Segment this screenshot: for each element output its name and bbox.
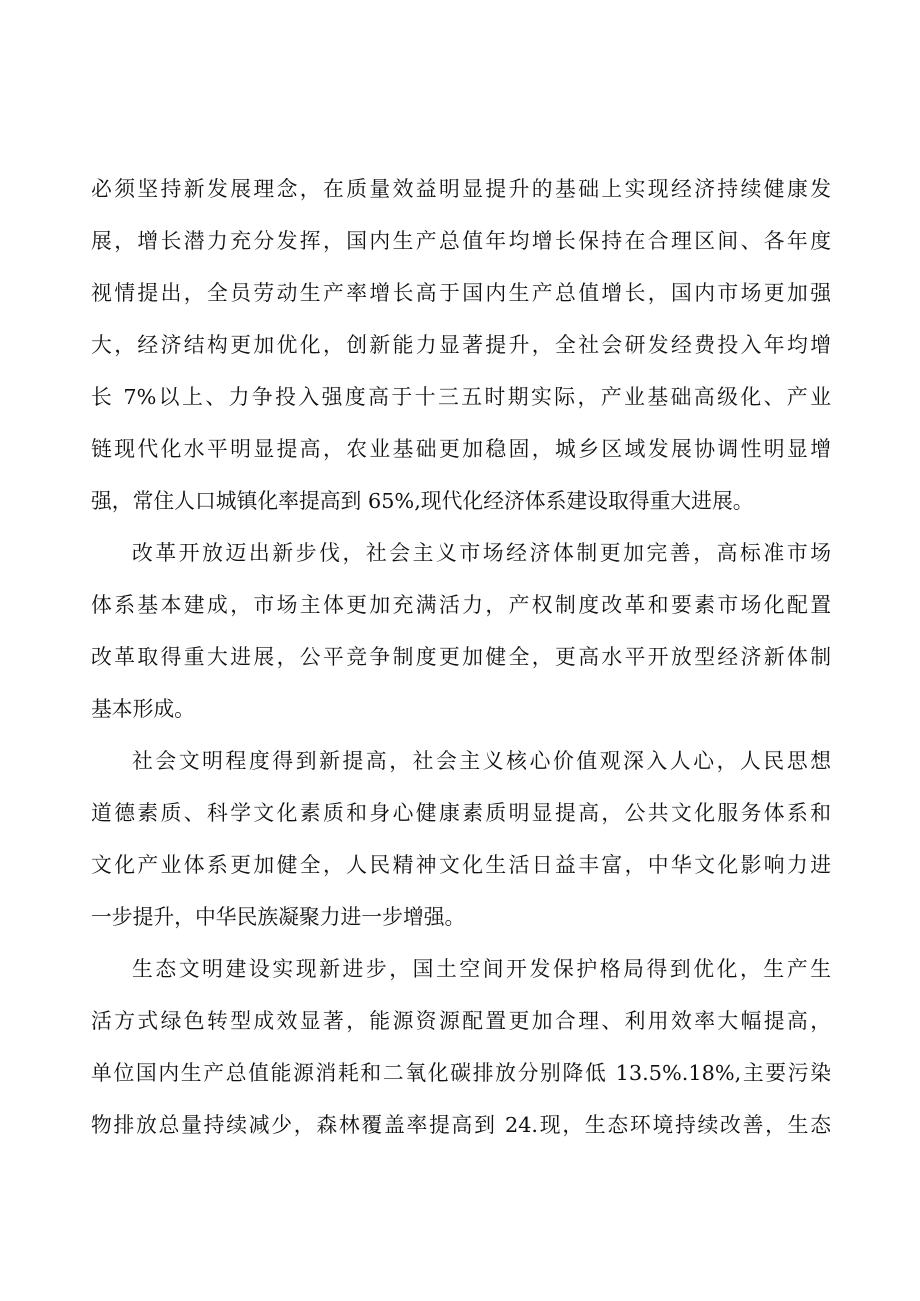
paragraph-3 [91, 735, 831, 943]
text-line: 强，常住人口城镇化率提高到 65%,现代化经济体系建设取得重大进展。 [91, 489, 754, 513]
text-line: 活方式绿色转型成效显著，能源资源配置更加合理、利用效率大幅提高， [91, 1009, 831, 1033]
text-line: 大，经济结构更加优化，创新能力显著提升，全社会研发经费投入年均增 [91, 333, 831, 357]
paragraph-4 [91, 943, 831, 1151]
text-line: 一步提升，中华民族凝聚力进一步增强。 [91, 905, 466, 929]
paragraph-2 [91, 527, 831, 735]
text-line: 体系基本建成，市场主体更加充满活力，产权制度改革和要素市场化配置 [91, 593, 831, 617]
text-line: 道德素质、科学文化素质和身心健康素质明显提高，公共文化服务体系和 [91, 801, 831, 825]
text-line: 链现代化水平明显提高，农业基础更加稳固，城乡区域发展协调性明显增 [91, 437, 831, 461]
document-body [91, 163, 831, 1151]
text-line: 社会文明程度得到新提高，社会主义核心价值观深入人心，人民思想 [132, 749, 831, 773]
text-line: 长 7%以上、力争投入强度高于十三五时期实际，产业基础高级化、产业 [91, 385, 831, 409]
text-line: 改革取得重大进展，公平竞争制度更加健全，更高水平开放型经济新体制 [91, 645, 831, 669]
text-line: 单位国内生产总值能源消耗和二氧化碳排放分别降低 13.5%.18%,主要污染 [91, 1061, 831, 1085]
text-line: 必须坚持新发展理念，在质量效益明显提升的基础上实现经济持续健康发 [91, 177, 831, 201]
paragraph-1 [91, 163, 831, 527]
text-line: 文化产业体系更加健全，人民精神文化生活日益丰富，中华文化影响力进 [91, 853, 831, 877]
text-line: 物排放总量持续减少，森林覆盖率提高到 24.现，生态环境持续改善，生态 [91, 1113, 831, 1137]
text-line: 展，增长潜力充分发挥，国内生产总值年均增长保持在合理区间、各年度 [91, 229, 831, 253]
text-line: 改革开放迈出新步伐，社会主义市场经济体制更加完善，高标准市场 [132, 541, 831, 565]
text-line: 视情提出，全员劳动生产率增长高于国内生产总值增长，国内市场更加强 [91, 281, 831, 305]
text-line: 生态文明建设实现新进步，国土空间开发保护格局得到优化，生产生 [132, 957, 831, 981]
text-line: 基本形成。 [91, 697, 195, 721]
